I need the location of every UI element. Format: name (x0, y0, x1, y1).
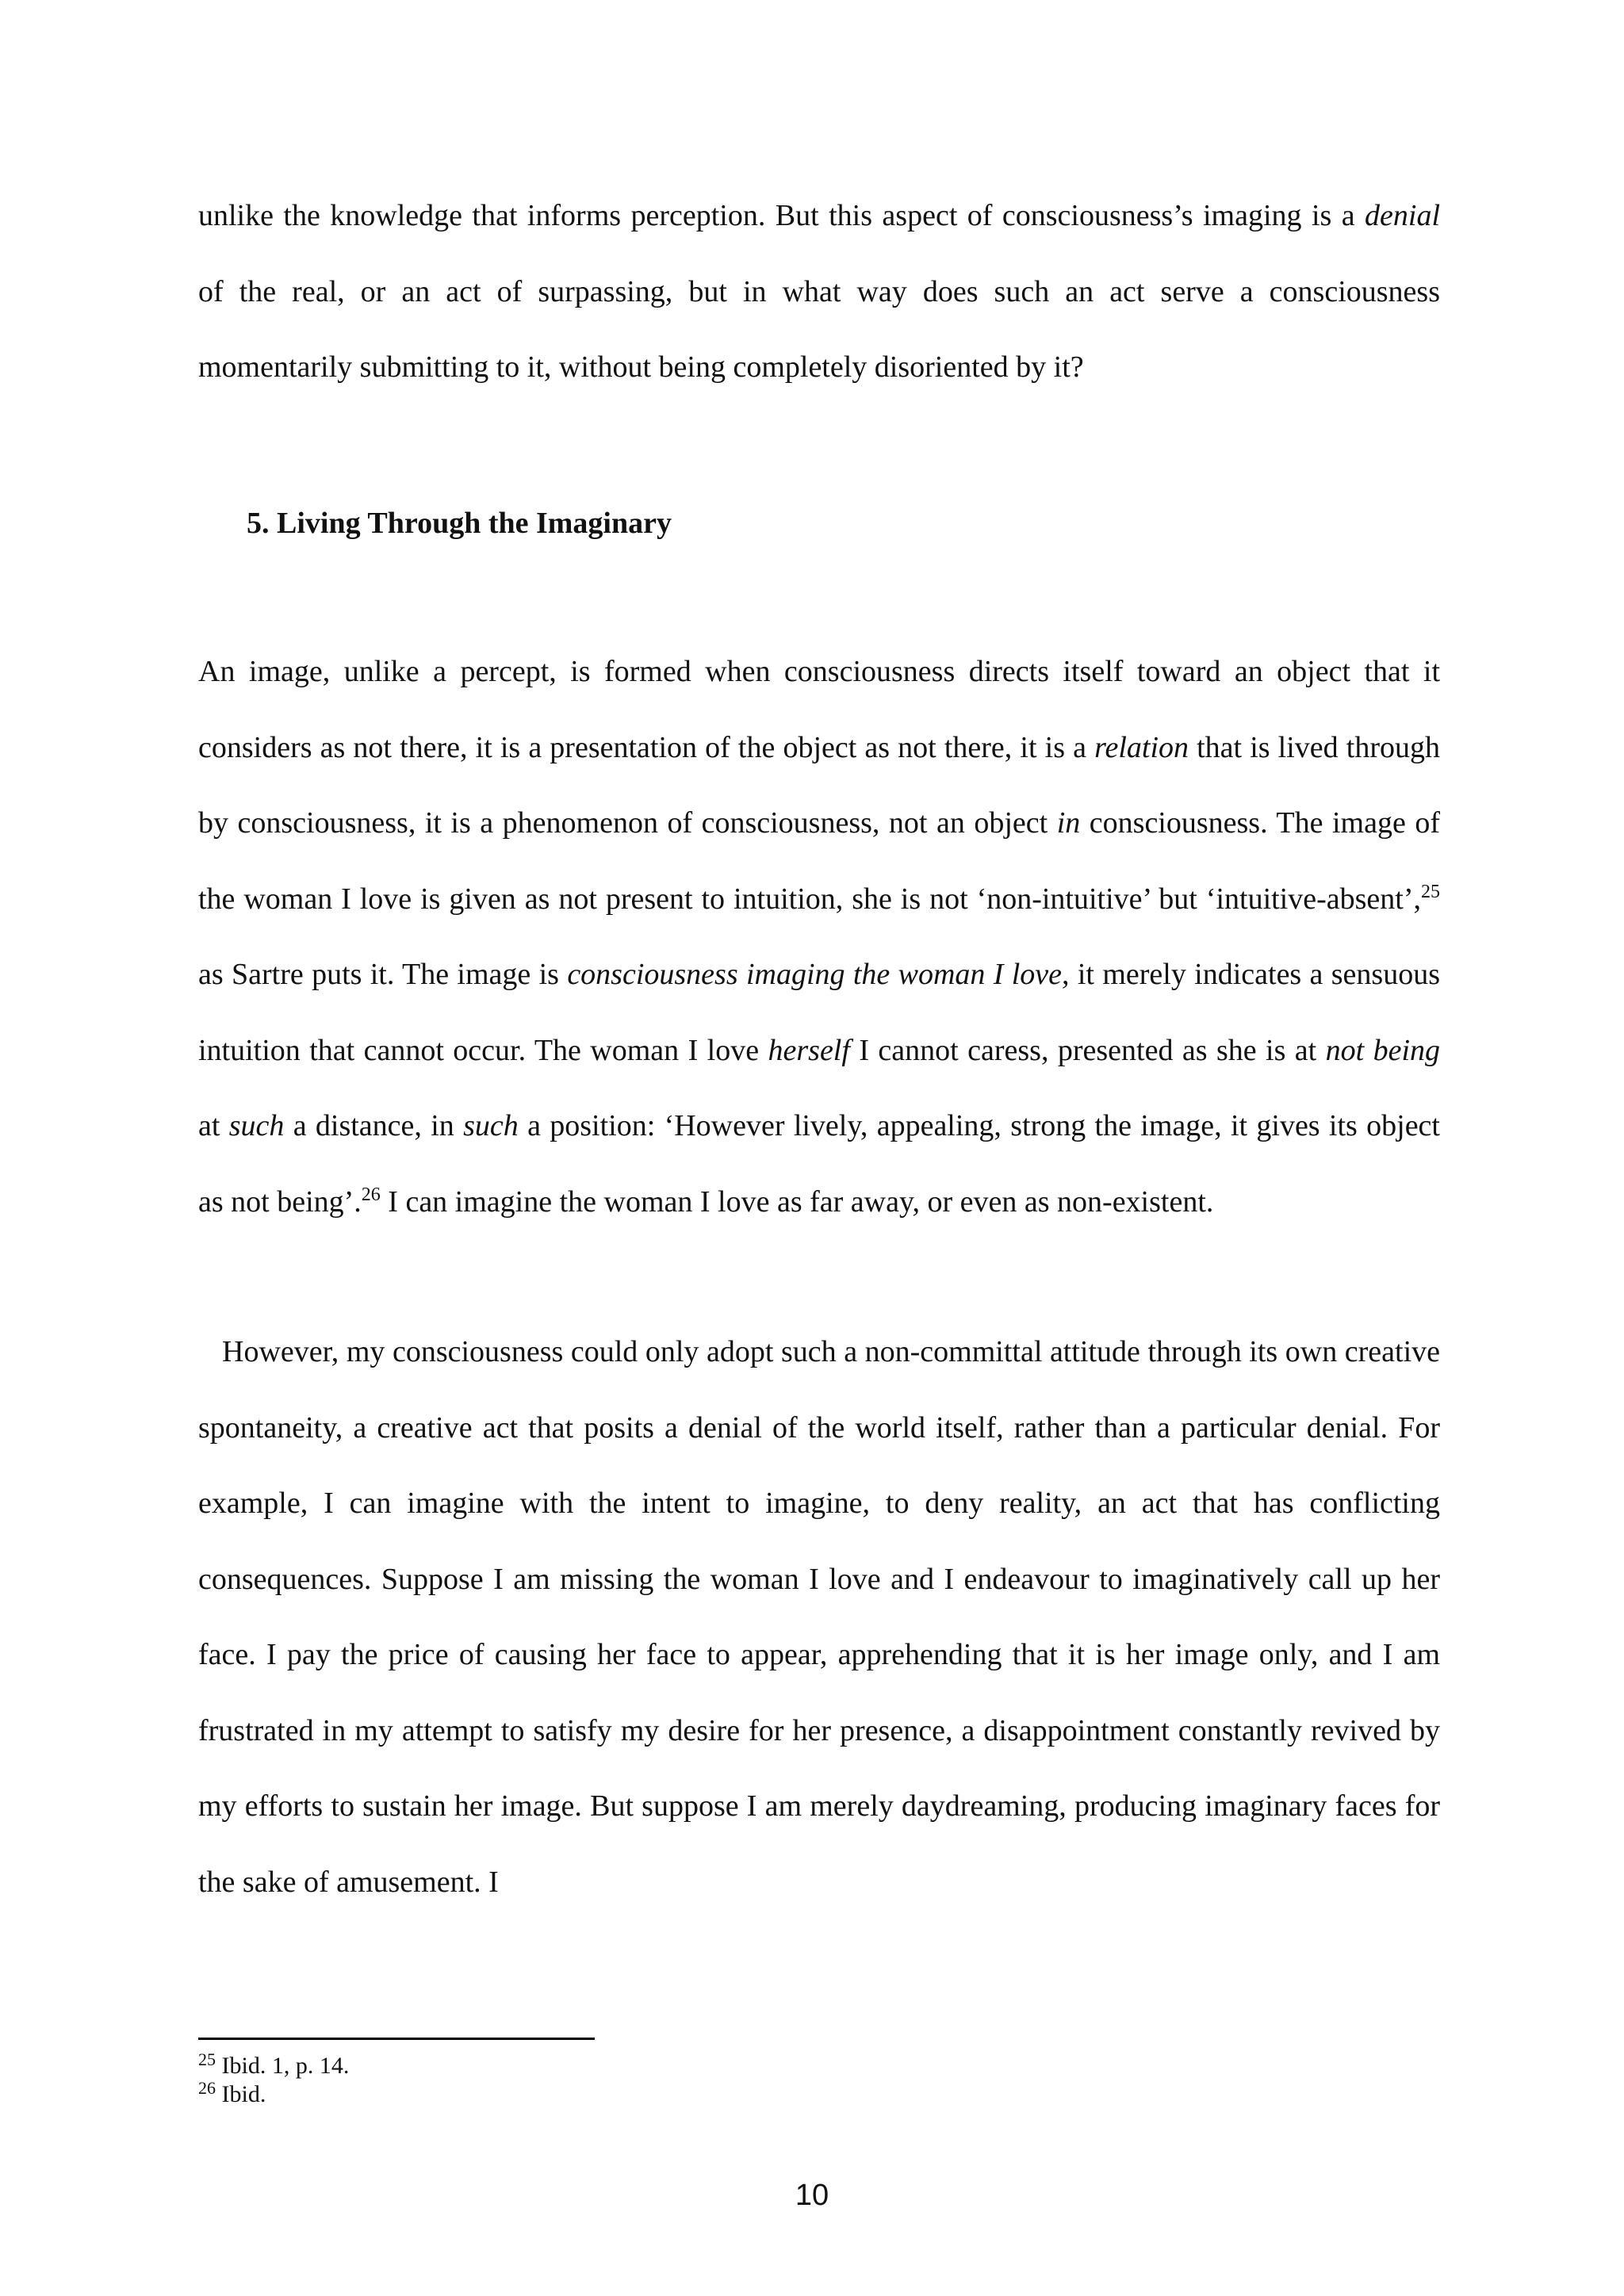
footnote-ref-25[interactable]: 25 (1421, 881, 1440, 902)
paragraph-2-text: a distance, in (284, 1109, 464, 1142)
footnote-number: 26 (198, 2078, 216, 2098)
footnote-text: Ibid. 1, p. 14. (216, 2053, 350, 2079)
italic-herself: herself (768, 1033, 850, 1067)
body-paragraph-3: However, my consciousness could only adopt such a non-committal attitude through its own creative spontaneity, a creative act that posits a denial of the world itself, rather than a particular denial. For example, I can imagine with the intent to imagine, to deny reality, an act that has conflicting consequences. Suppose I am missing the woman I love and I endeavour to imaginatively call up her face. I pay the price of causing her face to appear, apprehending that it is her image only, and I am frustrated in my attempt to satisfy my desire for her presence, a disappointment constantly revived by my efforts to sustain her image. But suppose I am merely daydreaming, producing imaginary faces for the sake of amusement. I (198, 1335, 1440, 1899)
paragraph-2-text: consciousness. The image of the woman I love is given as not present to intuition, she is not ‘non-intuitive’ but ‘intuitive-absent’, (198, 806, 1441, 916)
footnote-26 (198, 2080, 266, 2109)
paragraph-2-text: that is lived through by consciousness, it is a phenomenon of consciousness, not an object (198, 730, 1440, 840)
paragraph-2-text: at (198, 1109, 229, 1142)
italic-consciousness-imaging: consciousness imaging the woman I love (567, 958, 1063, 991)
italic-such: such (228, 1109, 285, 1142)
italic-denial: denial (1365, 199, 1440, 232)
italic-in: in (1056, 806, 1081, 840)
body-paragraph-1 (198, 178, 1440, 406)
paragraph-1-text: unlike the knowledge that informs perception. But this aspect of consciousness’s imaging is a (198, 199, 1365, 232)
footnote-separator (198, 2038, 595, 2040)
section-heading: 5. Living Through the Imaginary (247, 507, 672, 540)
paragraph-2-text: , it merely indicates a sensuous intuition that cannot occur. The woman I love (198, 958, 1440, 1067)
paragraph-1-text: of the real, or an act of surpassing, but in what way does such an act serve a consciousness momentarily submitting to it, without being completely disoriented by it? (198, 274, 1440, 384)
paragraph-2-text: as Sartre puts it. The image is (198, 958, 568, 991)
footnote-number: 25 (198, 2049, 216, 2069)
footnote-text: Ibid. (216, 2081, 266, 2107)
italic-relation: relation (1094, 730, 1189, 764)
body-paragraph-2 (198, 634, 1440, 1240)
paragraph-2-text: An image, unlike a percept, is formed when consciousness directs itself toward an object that it considers as not there, it is a presentation of the object as not there, it is a (198, 655, 1440, 764)
paragraph-2-text: a position: ‘However lively, appealing, strong the image, it gives its object as not being’. (198, 1109, 1440, 1219)
footnote-25 (198, 2049, 350, 2080)
footnote-ref-26[interactable]: 26 (361, 1184, 381, 1205)
paragraph-2-text: I can imagine the woman I love as far away, or even as non-existent. (380, 1184, 1214, 1219)
italic-such: such (463, 1109, 519, 1142)
paragraph-2-text: I cannot caress, presented as she is at (849, 1033, 1326, 1067)
page-number: 10 (795, 2179, 829, 2212)
italic-not-being: not being (1325, 1033, 1441, 1067)
